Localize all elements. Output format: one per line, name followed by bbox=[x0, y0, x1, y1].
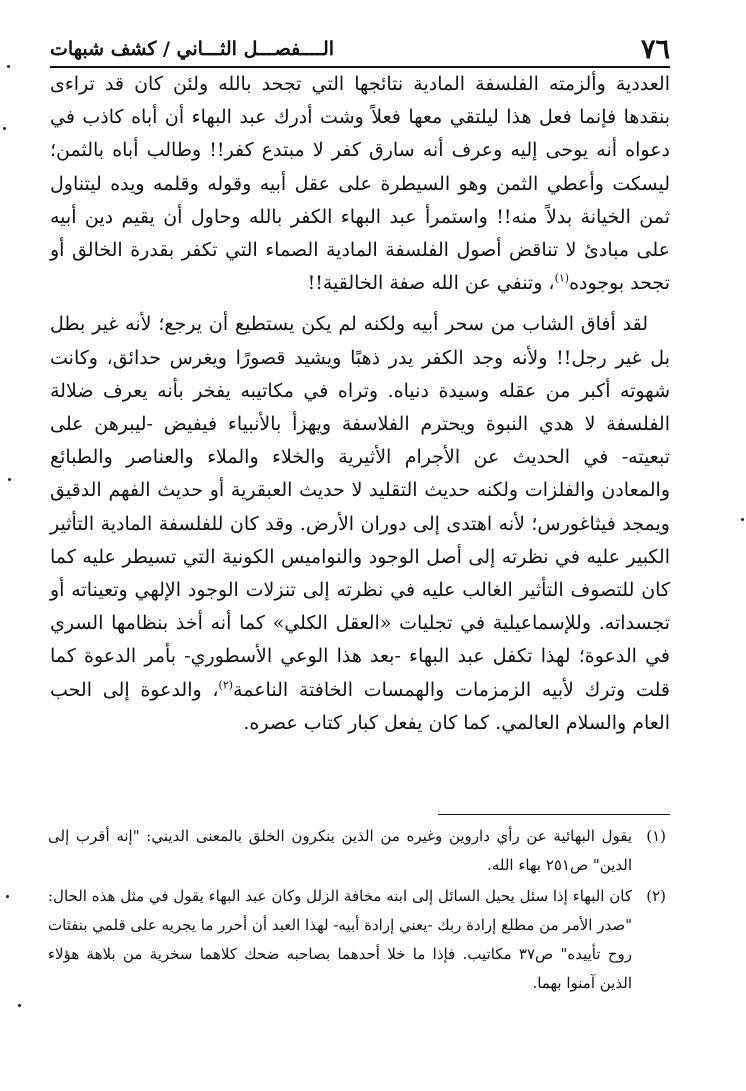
scan-speck bbox=[3, 127, 6, 130]
footnote-1-text: يقول البهائية عن رأي داروين وغيره من الذين ينكرون الخلق بالمعنى الديني: "إنه أقرب إلى الدين" ص٢٥١ بهاء الله. bbox=[48, 827, 632, 874]
paragraph-1-text-a: العددية وألزمته الفلسفة المادية نتائجها التي تجحد بالله ولئن كان قد تراءى بنقدها فإنما فعل هذا ليلتقي معها فعلاً وشت أدرك عبد البهاء أن أباه كاذب في دعواه أنه يوحى إليه وعرف أنه سارق كفر لا مبتدع كفر!! وطالب أباه بالثمن؛ ليسكت وأعطي الثمن وهو السيطرة على عقل أبيه وقوله وقلمه ويده ليتناول ثمن الخيانة بدلاً منه!! واستمرأ عبد البهاء الكفر بالله وحاول أن يقيم دين أبيه على مبادئ لا تناقض أصول الفلسفة المادية الصماء التي تكفر بقدرة الخالق أو تجحد بوجوده bbox=[50, 73, 670, 295]
page-header bbox=[50, 26, 670, 68]
scan-speck bbox=[7, 65, 10, 68]
footnotes bbox=[48, 822, 666, 998]
scan-speck bbox=[6, 895, 9, 898]
running-title: الــــفصـــل الثـــاني / كشف شبهات bbox=[50, 38, 335, 60]
paragraph-2-text-a: لقد أفاق الشاب من سحر أبيه ولكنه لم يكن يستطيع أن يرجع؛ لأنه غير بطل بل غير رجل!! ولأنه وجد الكفر يدر ذهبًا ويشيد قصورًا ويغرس حدائق، وكانت شهوته أكبر من عقله وسيدة دنياه. وتراه في مكاتيبه يفخر بأنه يعرف ضلالة الفلسفة لا هدي النبوة ويحترم الفلاسفة ويهزأ بالأنبياء فيفيض -ليبرهن على تبعيته- في الحديث عن الأجرام الأثيرية والخلاء والملاء والعناصر والطبائع والمعادن والفلزات ولكنه حديث التقليد لا حديث العبقرية أو حديث الفهم الدقيق ويمجد فيثاغورس؛ لأنه اهتدى إلى دوران الأرض. وقد كان للفلسفة المادية التأثير الكبير عليه في نظرته إلى أصل الوجود والنواميس الكونية التي تسيطر عليه كما كان للتصوف التأثير الغالب عليه في نظرته إلى تنزلات الوجود الإلهي وتعيناته أو تجسداته. وللإسماعيلية في تجليات «العقل الكلي» كما أنه أخذ بنظامها السري في الدعوة؛ لهذا تكفل عبد البهاء -بعد هذا الوعي الأسطوري- بأمر الدعوة كما قلت وترك لأبيه الزمزمات والهمسات الخافتة الناعمة bbox=[50, 313, 670, 701]
page-number: ٧٦ bbox=[640, 34, 670, 65]
scan-speck bbox=[8, 478, 11, 481]
paragraph-1-text-b: ، وتنفي عن الله صفة الخالقية!! bbox=[307, 272, 555, 295]
footnote-1-number: (١) bbox=[646, 827, 666, 845]
paragraph-2 bbox=[50, 308, 670, 740]
footnote-separator bbox=[438, 814, 670, 815]
footnote-2 bbox=[48, 882, 666, 998]
footnote-2-number: (٢) bbox=[646, 887, 666, 905]
scan-speck bbox=[741, 518, 744, 521]
main-text bbox=[50, 68, 670, 740]
footnote-ref-2[interactable]: (٢) bbox=[218, 678, 234, 692]
footnote-2-text: كان البهاء إذا سئل يحيل السائل إلى ابنه مخافة الزلل وكان عبد البهاء يقول في مثل هذه الحال: "صدر الأمر من مطلع إرادة ربك -يعني إرادة أبيه- لهذا العبد أن أحرر ما يجريه على قلمي بنفثات روح تأييده" ص٣٧ مكاتيب. فإذا ما خلا أحدهما بصاحبه ضحك كلاهما سخرية من بلاهة هؤلاء الذين آمنوا بهما. bbox=[48, 887, 632, 992]
paragraph-2-text-b: ، والدعوة إلى الحب العام والسلام العالمي. كما كان يفعل كبار كتاب عصره. bbox=[50, 678, 670, 734]
scan-speck bbox=[18, 1004, 21, 1007]
footnote-1 bbox=[48, 822, 666, 880]
paragraph-1 bbox=[50, 68, 670, 300]
footnote-ref-1[interactable]: (١) bbox=[554, 271, 570, 285]
